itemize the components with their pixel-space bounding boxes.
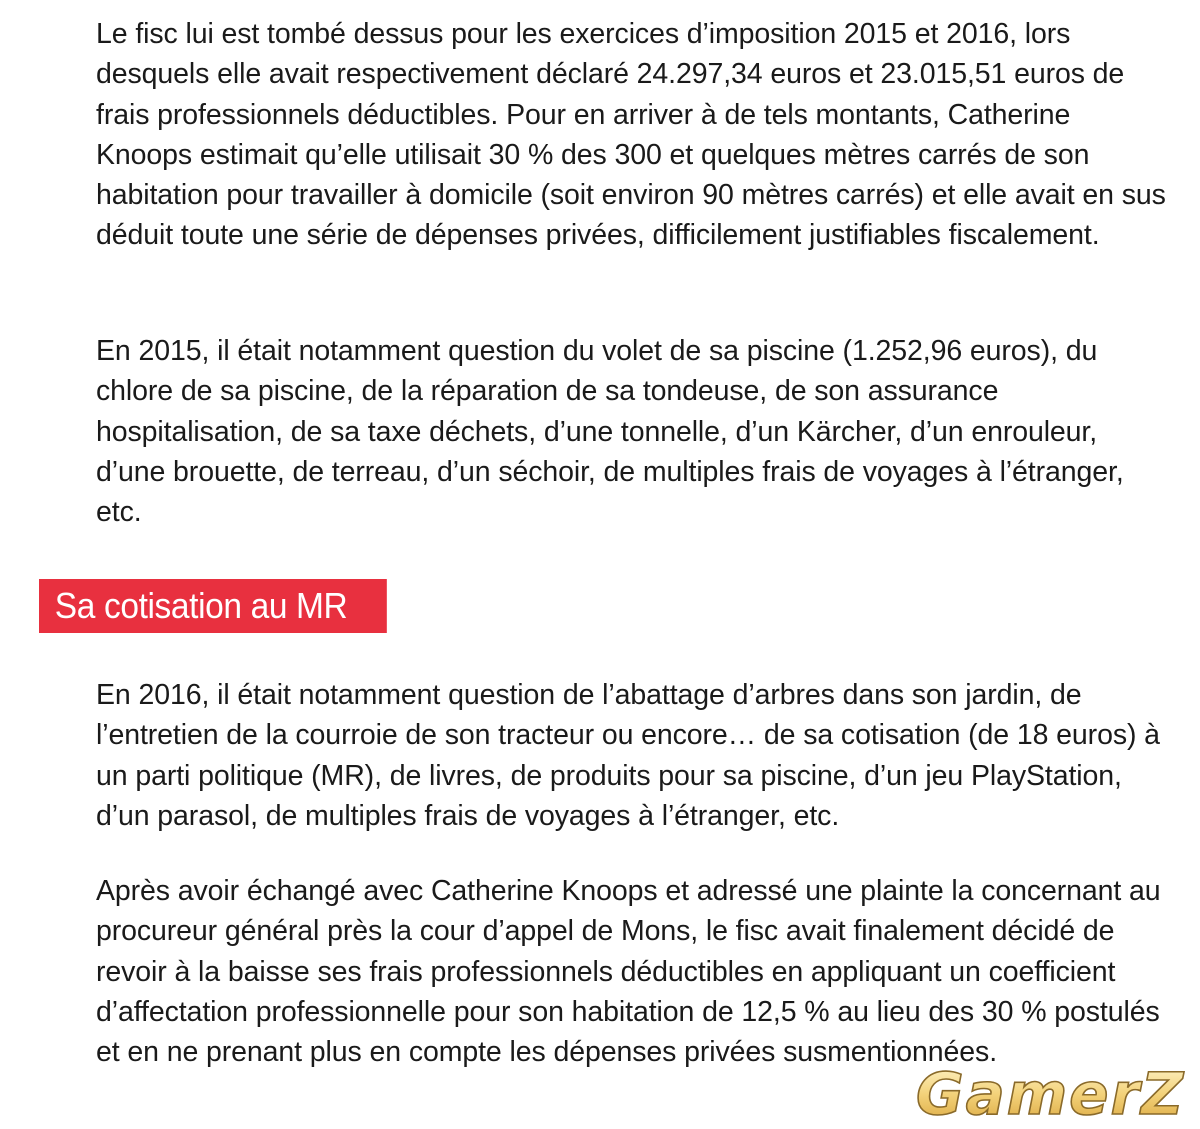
paragraph-2016-expenses: En 2016, il était notamment question de l’abattage d’arbres dans son jardin, de l’entretien de la courroie de son tracteur ou encore… de sa cotisation (de 18 euros) à un parti politique (MR), de livres, de produits pour sa piscine, d’un jeu PlayStation, d’un parasol, de multiples frais de voyages à l’étranger, etc. [96, 679, 1160, 832]
paragraph-outcome: Après avoir échangé avec Catherine Knoops et adressé une plainte la concernant au procureur général près la cour d’appel de Mons, le fisc avait finalement décidé de revoir à la baisse ses frais professionnels déductibles en appliquant un coefficient d’affectation professionnelle pour son habitation de 12,5 % au lieu des 30 % postulés et en ne prenant plus en compte les dépenses privées susmentionnées. [96, 875, 1161, 1069]
paragraph-tax-years: Le fisc lui est tombé dessus pour les exercices d’imposition 2015 et 2016, lors desquels elle avait respectivement déclaré 24.297,34 euros et 23.015,51 euros de frais professionnels déductibles. Pour en arriver à de tels montants, Catherine Knoops estimait qu’elle utilisait 30 % des 300 et quelques mètres carrés de son habitation pour travailler à domicile (soit environ 90 mètres carrés) et elle avait en sus déduit toute une série de dépenses privées, difficilement justifiables fiscalement. [96, 18, 1166, 252]
section-heading: Sa cotisation au MR [39, 579, 387, 633]
gamerz-watermark-logo [912, 1060, 1197, 1122]
watermark-text: GamerZ [916, 1060, 1186, 1122]
paragraph-2015-expenses: En 2015, il était notamment question du volet de sa piscine (1.252,96 euros), du chlore de sa piscine, de la réparation de sa tondeuse, de son assurance hospitalisation, de sa taxe déchets, d’une tonnelle, d’un Kärcher, d’un enrouleur, d’une brouette, de terreau, d’un séchoir, de multiples frais de voyages à l’étranger, etc. [96, 335, 1124, 529]
